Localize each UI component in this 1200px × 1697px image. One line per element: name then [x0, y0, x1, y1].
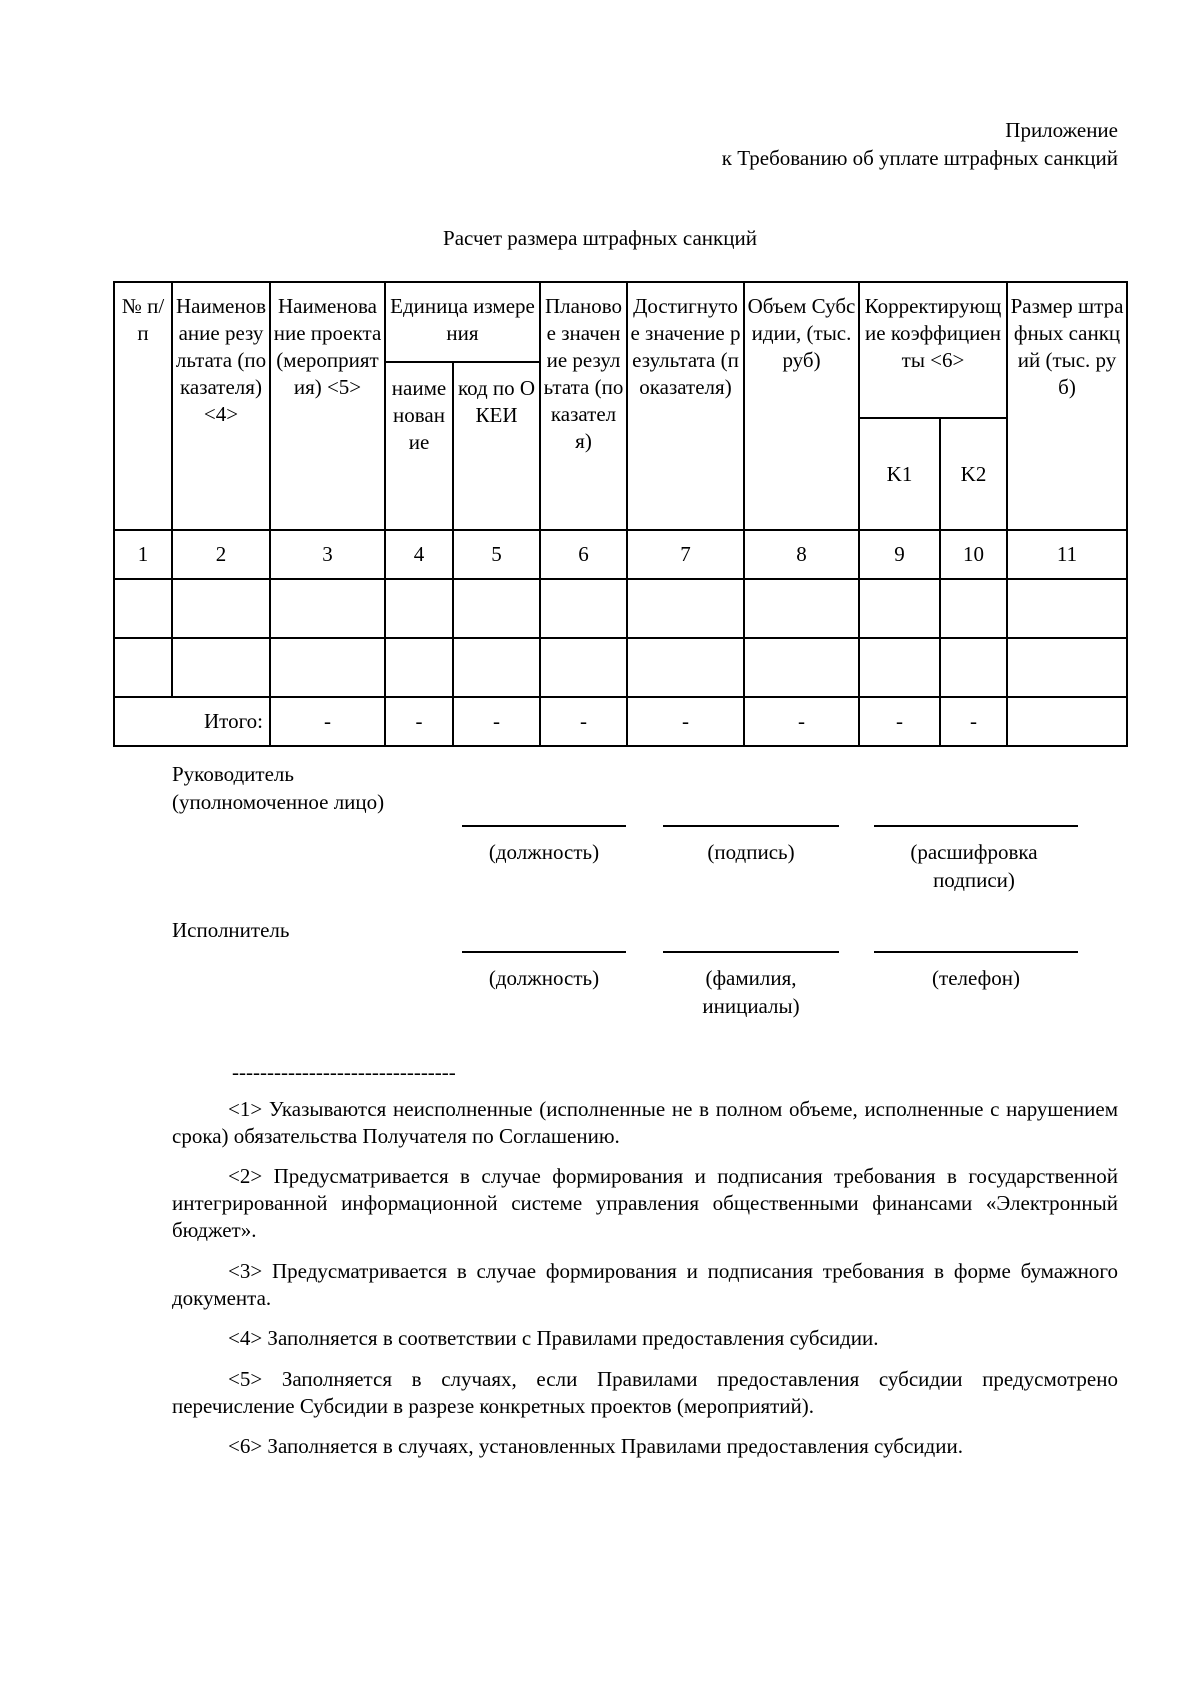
total-cell: - — [940, 697, 1007, 746]
table-cell[interactable] — [385, 638, 453, 697]
header-cell-number: № п/п — [114, 282, 172, 530]
table-cell[interactable] — [744, 638, 859, 697]
header-row-1 — [114, 282, 1127, 362]
manager-position-line[interactable] — [462, 825, 626, 827]
total-cell: - — [540, 697, 627, 746]
column-number-cell: 1 — [114, 530, 172, 579]
footnote-4 — [172, 1325, 1118, 1352]
table-cell[interactable] — [744, 579, 859, 638]
footnote-text: <5> Заполняется в случаях, если Правилами предоставления субсидии предусмотрено перечисление Субсидии в разрезе конкретных проектов (мероприятий). — [172, 1367, 1118, 1418]
table-cell[interactable] — [1007, 638, 1127, 697]
table-cell[interactable] — [172, 579, 270, 638]
table-cell[interactable] — [114, 638, 172, 697]
appendix-subtitle: к Требованию об уплате штрафных санкций — [721, 146, 1118, 170]
executor-phone-caption: (телефон) — [932, 966, 1020, 990]
table-cell[interactable] — [540, 579, 627, 638]
manager-name-line[interactable] — [874, 825, 1078, 827]
table-cell[interactable] — [453, 638, 540, 697]
total-cell: - — [385, 697, 453, 746]
executor-position-line[interactable] — [462, 951, 626, 953]
column-number-cell: 4 — [385, 530, 453, 579]
table-cell[interactable] — [859, 638, 940, 697]
header-cell-okei-code: код по ОКЕИ — [453, 362, 540, 530]
manager-label: Руководитель (уполномоченное лицо) — [172, 762, 385, 814]
table-cell[interactable] — [270, 638, 385, 697]
column-number-cell: 5 — [453, 530, 540, 579]
table-cell[interactable] — [114, 579, 172, 638]
total-penalty-cell[interactable] — [1007, 697, 1127, 746]
table-row — [114, 579, 1127, 638]
table-cell[interactable] — [540, 638, 627, 697]
executor-phone-line[interactable] — [874, 951, 1078, 953]
header-cell-k2: K2 — [940, 418, 1007, 530]
footnote-text: <1> Указываются неисполненные (исполненные не в полном объеме, исполненные с нарушением срока) обязательства Получателя по Соглашению. — [172, 1097, 1118, 1148]
column-number-cell: 9 — [859, 530, 940, 579]
manager-position-caption: (должность) — [488, 840, 600, 864]
footnote-5 — [172, 1366, 1118, 1420]
total-label: Итого: — [114, 697, 270, 746]
footnote-6 — [172, 1433, 1118, 1460]
header-cell-k1: K1 — [859, 418, 940, 530]
manager-signature-caption: (подпись) — [707, 840, 795, 864]
table-cell[interactable] — [1007, 579, 1127, 638]
column-number-cell: 11 — [1007, 530, 1127, 579]
footnote-2 — [172, 1163, 1118, 1244]
penalty-calculation-table — [113, 281, 1128, 747]
total-row — [114, 697, 1127, 746]
table-cell[interactable] — [627, 579, 744, 638]
column-number-cell: 10 — [940, 530, 1007, 579]
header-cell-planned-value: Плановое значение результата (показателя) — [540, 282, 627, 530]
footnote-separator: -------------------------------- — [232, 1060, 456, 1084]
total-cell: - — [627, 697, 744, 746]
executor-label: Исполнитель — [172, 918, 290, 942]
column-number-cell: 7 — [627, 530, 744, 579]
header-cell-result-name: Наименование результата (показателя) <4> — [172, 282, 270, 530]
header-cell-project-name: Наименование проекта (мероприятия) <5> — [270, 282, 385, 530]
table-cell[interactable] — [453, 579, 540, 638]
column-number-row — [114, 530, 1127, 579]
header-cell-coefficient-group: Корректирующие коэффициенты <6> — [859, 282, 1007, 418]
header-cell-unit-group: Единица измерения — [385, 282, 540, 362]
table-cell[interactable] — [172, 638, 270, 697]
executor-fullname-caption: (фамилия, инициалы) — [702, 966, 800, 1018]
header-cell-unit-name: наименование — [385, 362, 453, 530]
total-cell: - — [453, 697, 540, 746]
table-cell[interactable] — [940, 579, 1007, 638]
header-cell-penalty-amount: Размер штрафных санкций (тыс. руб) — [1007, 282, 1127, 530]
executor-position-caption: (должность) — [488, 966, 600, 990]
header-cell-subsidy-amount: Объем Субсидии, (тыс. руб) — [744, 282, 859, 530]
column-number-cell: 2 — [172, 530, 270, 579]
footnote-1 — [172, 1096, 1118, 1150]
table-cell[interactable] — [627, 638, 744, 697]
column-number-cell: 8 — [744, 530, 859, 579]
table-cell[interactable] — [940, 638, 1007, 697]
table-row — [114, 638, 1127, 697]
column-number-cell: 3 — [270, 530, 385, 579]
appendix-header — [722, 116, 1118, 172]
footnote-text: <3> Предусматривается в случае формирования и подписания требования в форме бумажного документа. — [172, 1259, 1118, 1310]
table-cell[interactable] — [270, 579, 385, 638]
total-cell: - — [270, 697, 385, 746]
footnote-3 — [172, 1258, 1118, 1312]
footnote-text: <4> Заполняется в соответствии с Правилами предоставления субсидии. — [228, 1326, 879, 1350]
total-cell: - — [859, 697, 940, 746]
executor-fullname-line[interactable] — [663, 951, 839, 953]
manager-name-caption: (расшифровка подписи) — [910, 840, 1038, 892]
table-cell[interactable] — [859, 579, 940, 638]
column-number-cell: 6 — [540, 530, 627, 579]
footnote-text: <6> Заполняется в случаях, установленных Правилами предоставления субсидии. — [228, 1434, 963, 1458]
header-cell-achieved-value: Достигнутое значение результата (показателя) — [627, 282, 744, 530]
table-cell[interactable] — [385, 579, 453, 638]
total-cell: - — [744, 697, 859, 746]
footnote-text: <2> Предусматривается в случае формирования и подписания требования в государственной интегрированной информационной системе управления общественными финансами «Электронный бюджет». — [172, 1164, 1118, 1242]
document-title: Расчет размера штрафных санкций — [443, 226, 757, 250]
manager-signature-line[interactable] — [663, 825, 839, 827]
appendix-title: Приложение — [1005, 118, 1118, 142]
